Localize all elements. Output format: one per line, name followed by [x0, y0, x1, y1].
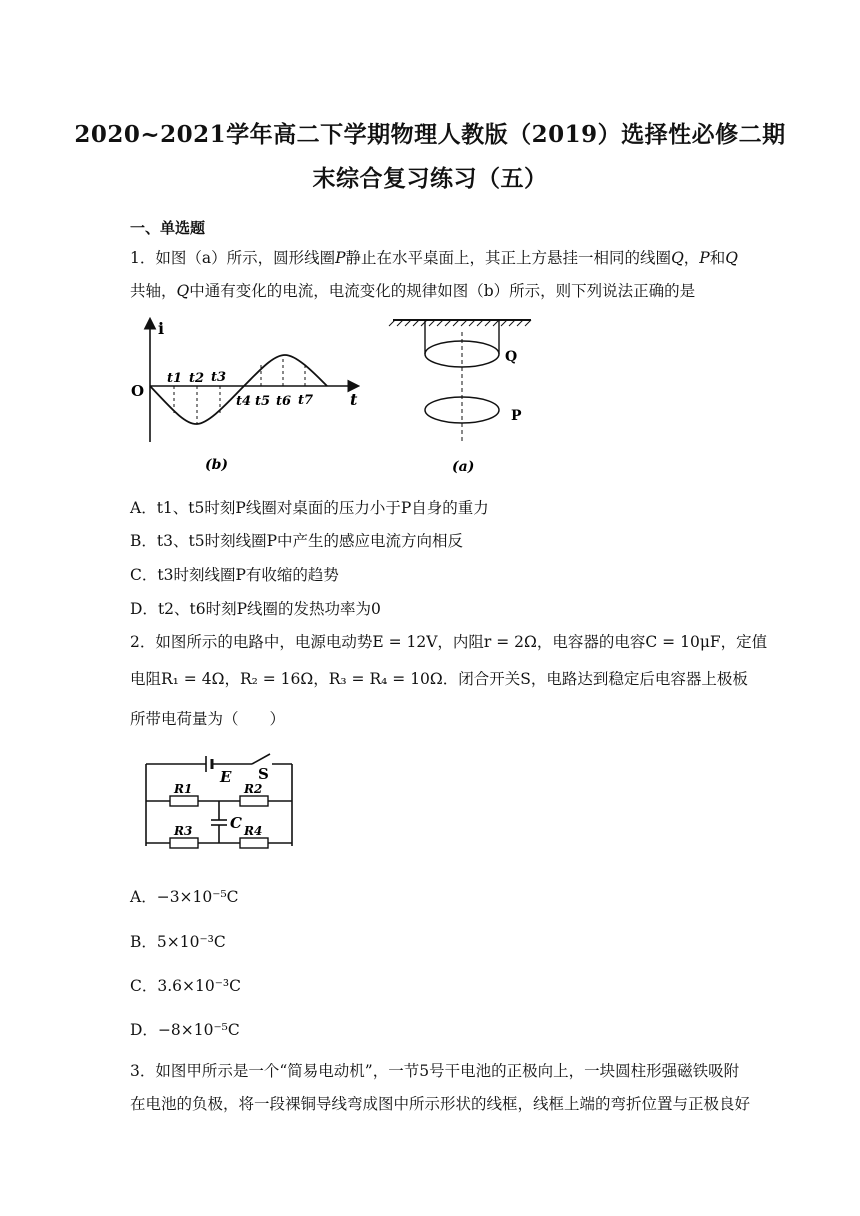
tick-label-t6: t6 [276, 394, 292, 409]
q1-option-d: D．t2、t6时刻P线圈的发热功率为0 [130, 600, 381, 618]
q1-line-1: 1．如图（a）所示，圆形线圈P静止在水平桌面上，其正上方悬挂一相同的线圈Q，P和Q [130, 249, 738, 267]
label-R3: R3 [174, 824, 193, 838]
coil-p-label: P [511, 408, 522, 424]
x-axis-label: t [350, 390, 358, 409]
q3-line-2: 在电池的负极，将一段裸铜导线弯成图中所示形状的线框，线框上端的弯折位置与正极良好 [130, 1095, 751, 1113]
q1-line-2: 共轴，Q中通有变化的电流，电流变化的规律如图（b）所示，则下列说法正确的是 [130, 282, 696, 300]
circuit-diagram [140, 750, 300, 854]
q2-option-c: C．3.6×10⁻³C [130, 977, 241, 995]
figure-a-caption: (a) [452, 459, 475, 475]
tick-label-t1: t1 [167, 371, 183, 386]
q2-option-a: A．−3×10⁻⁵C [130, 888, 239, 906]
tick-label-t5: t5 [255, 394, 271, 409]
q1-option-c: C．t3时刻线圈P有收缩的趋势 [130, 566, 339, 584]
figure-b-caption: (b) [205, 457, 229, 473]
origin-label: O [131, 382, 145, 400]
coil-q-label: Q [505, 349, 518, 365]
q2-line-1: 2．如图所示的电路中，电源电动势E = 12V，内阻r = 2Ω，电容器的电容C = 10μF，定值 [130, 633, 768, 651]
q2-option-b: B．5×10⁻³C [130, 933, 226, 951]
q1-option-b: B．t3、t5时刻线圈P中产生的感应电流方向相反 [130, 532, 464, 550]
y-axis-label: i [158, 319, 165, 338]
tick-label-t2: t2 [189, 371, 205, 386]
title-line-1: 2020~2021学年高二下学期物理人教版（2019）选择性必修二期 [74, 121, 786, 148]
label-S: S [258, 765, 269, 783]
figure-a-coils [385, 312, 545, 477]
q2-line-2: 电阻R₁ = 4Ω，R₂ = 16Ω，R₃ = R₄ = 10Ω．闭合开关S，电路达到稳定后电容器上极板 [130, 670, 748, 688]
title-line-2: 末综合复习练习（五） [312, 165, 548, 192]
label-C: C [230, 814, 242, 832]
label-R1: R1 [174, 782, 193, 796]
q1-option-a: A．t1、t5时刻P线圈对桌面的压力小于P自身的重力 [130, 499, 489, 517]
label-R4: R4 [244, 824, 263, 838]
q3-line-1: 3．如图甲所示是一个“简易电动机”，一节5号干电池的正极向上，一块圆柱形强磁铁吸附 [130, 1062, 740, 1080]
q2-line-3: 所带电荷量为（ ） [130, 710, 286, 728]
figure-b-current-graph [125, 312, 365, 477]
tick-label-t7: t7 [298, 393, 314, 408]
section-heading: 一、单选题 [130, 219, 206, 237]
q2-option-d: D．−8×10⁻⁵C [130, 1021, 240, 1039]
tick-label-t4: t4 [236, 394, 252, 409]
tick-label-t3: t3 [211, 370, 227, 385]
current-curve [150, 355, 327, 424]
label-E: E [220, 768, 232, 786]
label-R2: R2 [244, 782, 263, 796]
